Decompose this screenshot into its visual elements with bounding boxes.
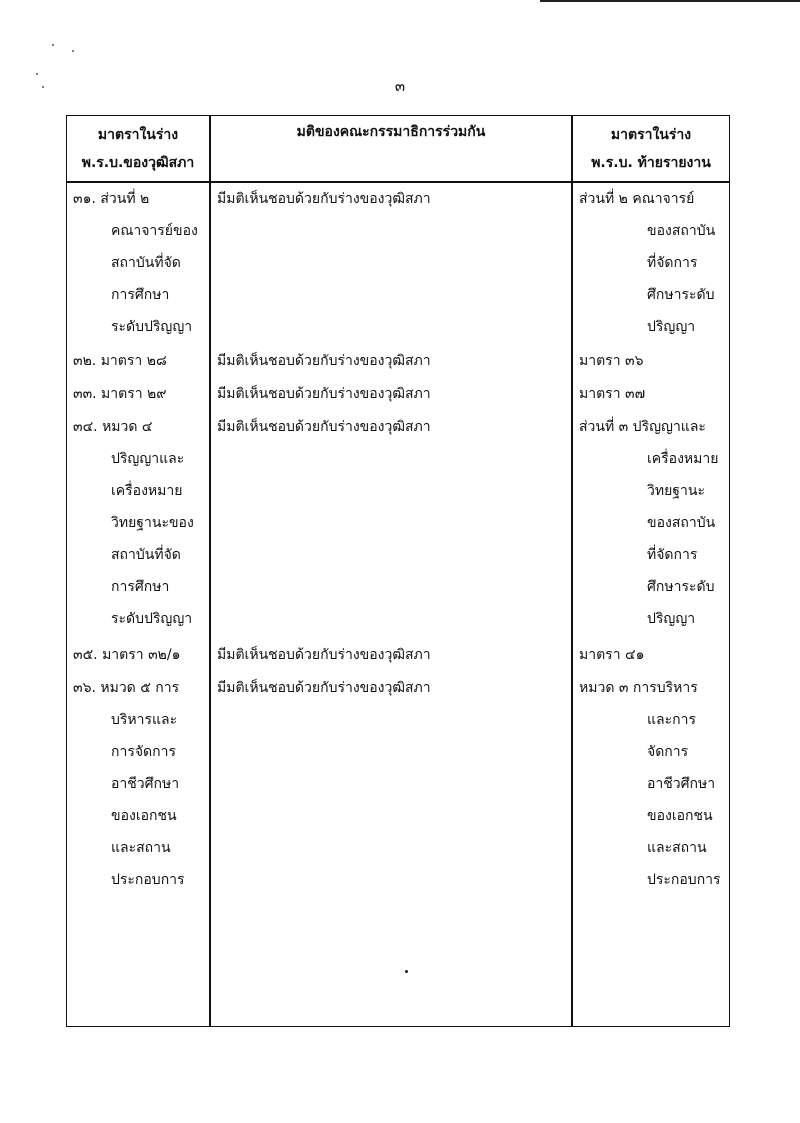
header-line: มาตราในร่าง [97, 126, 179, 143]
senate-section-cell [73, 411, 209, 635]
cell-line: ของเอกชน [647, 808, 713, 824]
resolution-cell [217, 672, 567, 704]
report-section-cell [579, 183, 725, 343]
resolution-cell [217, 639, 567, 671]
cell-line: มีมติเห็นชอบด้วยกับร่างของวุฒิสภา [217, 680, 431, 696]
cell-line: ปริญญาและ [111, 451, 185, 467]
cell-line: ของเอกชน [111, 808, 177, 824]
report-section-cell [579, 345, 725, 377]
senate-section-cell [73, 639, 209, 671]
report-section-cell [579, 639, 725, 671]
senate-section-cell [73, 378, 209, 410]
senate-section-cell [73, 672, 209, 896]
cell-line: และสถาน [111, 840, 171, 856]
cell-line: ๓๓. มาตรา ๒๙ [73, 386, 167, 402]
cell-line: ส่วนที่ ๒ คณาจารย์ [579, 191, 695, 207]
cell-line: ศึกษาระดับ [647, 579, 715, 595]
senate-section-cell [73, 345, 209, 377]
cell-line: ที่จัดการ [647, 547, 698, 563]
scan-speck [72, 50, 74, 52]
cell-line: ระดับปริญญา [111, 319, 193, 335]
cell-line: อาชีวศึกษา [111, 776, 180, 792]
cell-line: มาตรา ๓๖ [579, 353, 644, 369]
cell-line: มาตรา ๓๗ [579, 386, 646, 402]
cell-line: ศึกษาระดับ [647, 287, 715, 303]
cell-line: และสถาน [647, 840, 707, 856]
cell-line: ของสถาบัน [647, 223, 716, 239]
cell-line: สถาบันที่จัด [111, 255, 181, 271]
cell-line: ที่จัดการ [647, 255, 698, 271]
report-section-cell [579, 411, 725, 635]
resolution-cell [217, 378, 567, 410]
cell-line: มาตรา ๔๑ [579, 647, 645, 663]
cell-line: มีมติเห็นชอบด้วยกับร่างของวุฒิสภา [217, 386, 431, 402]
cell-line: และการ [647, 712, 696, 728]
cell-line: มีมติเห็นชอบด้วยกับร่างของวุฒิสภา [217, 191, 431, 207]
cell-line: ๓๑. ส่วนที่ ๒ [73, 191, 150, 207]
cell-line: เครื่องหมาย [111, 483, 183, 499]
header-senate-draft [67, 116, 209, 181]
header-line: มติของคณะกรรมาธิการร่วมกัน [296, 124, 486, 140]
report-section-cell [579, 378, 725, 410]
cell-line: มีมติเห็นชอบด้วยกับร่างของวุฒิสภา [217, 353, 431, 369]
cell-line: ๓๖. หมวด ๕ การ [73, 680, 180, 696]
cell-line: สถาบันที่จัด [111, 547, 181, 563]
header-line: พ.ร.บ. ท้ายรายงาน [591, 154, 711, 171]
cell-line: เครื่องหมาย [647, 451, 719, 467]
cell-line: วิทยฐานะของ [111, 515, 194, 531]
resolution-cell [217, 411, 567, 443]
column-divider [209, 116, 211, 1026]
senate-section-cell [73, 183, 209, 343]
page-number: ๓ [394, 77, 406, 95]
cell-line: คณาจารย์ของ [111, 223, 198, 239]
scan-top-rule [540, 0, 800, 2]
column-divider [571, 116, 573, 1026]
cell-line: ระดับปริญญา [111, 611, 193, 627]
header-line: พ.ร.บ.ของวุฒิสภา [81, 154, 195, 171]
comparison-table [66, 115, 730, 1027]
cell-line: ปริญญา [647, 611, 696, 627]
cell-line: หมวด ๓ การบริหาร [579, 680, 698, 696]
header-line: มาตราในร่าง [610, 126, 692, 143]
cell-line: ประกอบการ [647, 872, 721, 888]
header-report-draft [573, 116, 729, 181]
scan-speck [52, 44, 54, 46]
cell-line: ของสถาบัน [647, 515, 716, 531]
cell-line: บริหารและ [111, 712, 178, 728]
resolution-cell [217, 183, 567, 215]
cell-line: ๓๕. มาตรา ๓๒/๑ [73, 647, 181, 663]
report-section-cell [579, 672, 725, 896]
cell-line: มีมติเห็นชอบด้วยกับร่างของวุฒิสภา [217, 647, 431, 663]
cell-line: ปริญญา [647, 319, 696, 335]
cell-line: จัดการ [647, 744, 689, 760]
cell-line: ๓๒. มาตรา ๒๘ [73, 353, 167, 369]
cell-line: การศึกษา [111, 287, 170, 303]
cell-line: มีมติเห็นชอบด้วยกับร่างของวุฒิสภา [217, 419, 431, 435]
cell-line: ส่วนที่ ๓ ปริญญาและ [579, 419, 706, 435]
cell-line: ๓๔. หมวด ๔ [73, 419, 153, 435]
cell-line: การศึกษา [111, 579, 170, 595]
cell-line: วิทยฐานะ [647, 483, 705, 499]
scan-speck [405, 970, 408, 973]
resolution-cell [217, 345, 567, 377]
cell-line: อาชีวศึกษา [647, 776, 716, 792]
header-joint-committee-resolution [211, 116, 571, 148]
cell-line: ประกอบการ [111, 872, 185, 888]
cell-line: การจัดการ [111, 744, 177, 760]
